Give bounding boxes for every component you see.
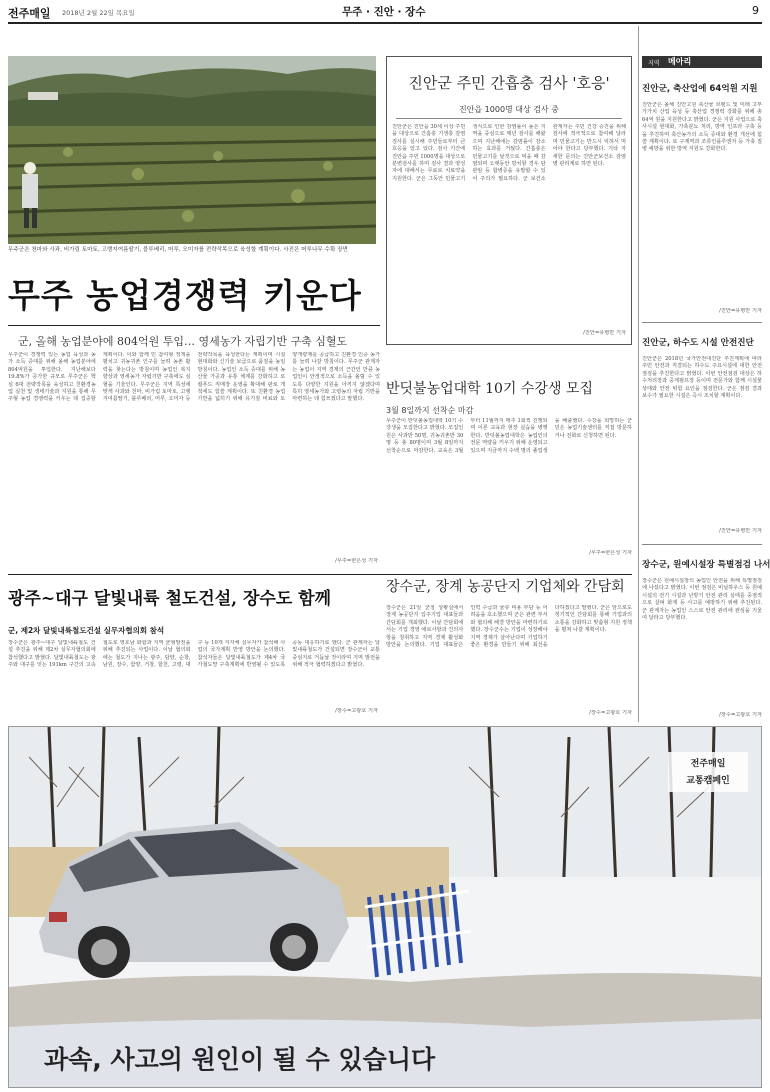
railway-byline: /장수=고광호 기자 <box>335 708 378 714</box>
main-byline: /무주=한은성 기자 <box>335 558 378 564</box>
farm-college-body: 무주군이 반딧불농업대학 10기 수강생을 모집한다고 밝혔다. 모집인원은 사과반 50명, 귀농귀촌반 30명 등 총 80명이며 3월 8일까지 선착순으로 마감한다. 교육은 3월부터 11월까지 매주 1회씩 진행되며 이론 교육과 현장 실습을 병행한다. 반딧불농업대학은 농업인의 전문 역량을 키우기 위해 운영되고 있으며 지금까지 수백 명의 졸업생을 배출했다. 수강을 희망하는 군민은 농업기술센터를 직접 방문하거나 전화로 신청하면 된다. <box>386 418 632 454</box>
campaign-slogan: 과속, 사고의 원인이 될 수 있습니다 <box>44 1045 436 1074</box>
campaign-label: 교통캠페인 <box>686 776 730 786</box>
jinan-health-byline: /진안=유병만 기자 <box>583 330 626 336</box>
header-rule <box>8 22 762 24</box>
sidebar-item-1-body: 진안군은 올해 진안고원 축산물 브랜드 및 미래 고부가가치 산업 육성 등 축산업 경쟁력 강화를 위해 총 64억 원을 지원한다고 밝혔다. 군은 지원 사업으로 축사시설 현대화, 가축분뇨 처리, 방역 인프라 구축 등을 추진하며 축산농가의 소득 증대와 환경 개선에 힘쓸 계획이다. 또 구제역과 조류인플루엔자 등 가축 질병 예방을 위한 방역 지원도 강화한다. <box>642 102 762 153</box>
masthead-brand: 전주매일 <box>8 7 51 20</box>
railway-body: 장수군은 광주~대구 달빛내륙철도 건설 추진을 위해 제2차 실무자협의회에 참석했다고 밝혔다. 달빛내륙철도는 광주와 대구를 잇는 191km 구간의 고속철도로 영호남 화합과 지역 균형발전을 위해 추진되는 사업이다. 이날 협의회에는 철도가 지나는 광주, 담양, 순창, 남원, 장수, 함양, 거창, 합천, 고령, 대구 등 10개 지자체 실무자가 참석해 사업의 국가계획 반영 방안을 논의했다. 참석자들은 달빛내륙철도가 제4차 국가철도망 구축계획에 반영될 수 있도록 공동 대응하기로 했다. 군 관계자는 달빛내륙철도가 건설되면 장수군이 교통 중심지로 거듭날 것이라며 지역 발전을 위해 적극 협력하겠다고 밝혔다. <box>8 640 380 669</box>
jangsu-agri-byline: /장수=고광호 기자 <box>589 710 632 716</box>
jinan-health-rule <box>396 118 622 119</box>
headline-rule <box>8 325 380 326</box>
sidebar-label-bar <box>642 56 762 68</box>
railway-subhead: 군, 제2차 달빛내륙철도건설 실무자협의회 참석 <box>8 626 165 635</box>
sidebar-divider-1 <box>642 322 762 323</box>
sidebar-item-3-byline: /장수=고광호 기자 <box>719 712 762 718</box>
sidebar-item-3-body: 장수군은 원예시설장의 농업인 안전을 위해 특별점검에 나섰다고 밝혔다. 이번 점검은 비닐하우스 등 원예시설의 전기 시설과 난방기 안전 관리 실태를 중점적으로 살펴 화재 등 사고를 예방하기 위해 추진된다. 군 관계자는 농업인 스스로 안전 관리에 관심을 기울여 달라고 당부했다. <box>642 578 762 622</box>
issue-date: 2018년 2월 22일 목요일 <box>62 9 135 17</box>
sidebar-item-2-byline: /진안=유병만 기자 <box>719 528 762 534</box>
railway-top-rule <box>8 574 632 575</box>
sidebar-item-1-byline: /진안=유병만 기자 <box>719 308 762 314</box>
section-title: 무주 · 진안 · 장수 <box>342 6 426 18</box>
main-body: 무주군이 경쟁력 있는 농업 육성과 농가 소득 증대를 위해 올해 농업분야에 804억원을 투입한다. 지난해보다 19.8%가 증가한 규모로 무주군은 핵심 6대 전략작목을 육성하고 친환경농업 실천 및 생태기술과 지원을 통해 무주형 농업 경쟁력을 키우는 데 집중할 계획이다. 이와 함께 민 참여형 정책을 펼치고 귀농귀촌 인구를 늘려 농촌 활력을 찾는다는 방침이며 농업인 복지 향상과 영세농가 자립기반 구축에도 심혈을 기울인다. 무주군은 지역 특성에 맞게 사과와 천마, 비가림 토마토, 고랭지여름딸기, 블루베리, 머루, 오미자 등 전략작목을 육성한다는 계획이며 시설 현대화와 신기술 보급으로 품질을 높일 방침이다. 농업인 소득 증대를 위해 농산물 가공과 유통 체계를 강화하고 로컬푸드 직매장 운영을 확대해 판로 개척에도 힘쓸 계획이다. 또 친환경 농업 기반을 넓히기 위해 유기질 비료와 토양개량제를 공급하고 친환경 인증 농가를 늘려 나갈 방침이다. 무주군 관계자는 농업이 지역 경제의 근간인 만큼 농업인이 안정적으로 소득을 올릴 수 있도록 다양한 지원을 아끼지 않겠다며 특히 영세농가와 고령농의 자립 기반을 마련하는 데 힘쓰겠다고 말했다. <box>8 352 380 403</box>
jinan-health-title: 진안군 주민 간흡충 검사 '호응' <box>408 74 610 92</box>
sidebar-item-2-body: 진안군은 2018년 국가안전대진단 추진계획에 따라 주민 안전과 직결되는 하수도 주요시설에 대한 안전 점검을 추진한다고 밝혔다. 이번 안전점검 대상은 하수처리장과 중계펌프장 등이며 전문가와 함께 시설물 상태와 안전 위험 요인을 점검한다. 군은 점검 결과 보수가 필요한 시설은 즉시 조치할 계획이다. <box>642 356 762 400</box>
jangsu-agri-headline: 장수군, 장계 농공단지 기업체와 간담회 <box>386 579 625 595</box>
column-divider <box>638 26 639 722</box>
farm-college-title: 반딧불농업대학 10기 수강생 모집 <box>386 381 593 397</box>
jinan-health-body: 진안군은 진안읍 30세 이상 주민을 대상으로 간흡충 기생충 감염 검사를 실시해 주민들로부터 큰 호응을 얻고 있다. 검사 기간에 진안읍 주민 1000명을 대상으로 분변검사를 하며 검사 결과 양성자에 대해서는 무료로 치료약을 지원한다. 군은 그동안 민물고기 생식으로 인한 감염률이 높은 지역을 중심으로 매년 검사를 해왔으며 지난해에는 감염률이 감소하는 효과를 거뒀다. 간흡충은 민물고기를 날것으로 먹을 때 감염되며 오랫동안 방치할 경우 담관암 등 합병증을 유발할 수 있어 주의가 필요하다. 군 보건소 관계자는 주민 건강 증진을 위해 검사에 적극적으로 참여해 달라며 민물고기는 반드시 익혀서 먹어야 한다고 당부했다. 기타 자세한 문의는 진안군보건소 감염병 관리계로 하면 된다. <box>392 124 626 182</box>
sidebar-item-1-title: 진안군, 축산업에 64억원 지원 <box>642 84 758 94</box>
sidebar-divider-2 <box>642 544 762 545</box>
sidebar-label: 메아리 <box>668 57 692 66</box>
jangsu-agri-body: 장수군은 21일 군청 상황실에서 장계 농공단지 입주기업 대표들과 간담회를 개최했다. 이날 간담회에서는 기업 경영 애로사항과 건의사항을 청취하고 지역 경제 활성화 방안을 논의했다. 기업 대표들은 인력 수급과 물류 비용 부담 등 어려움을 호소했으며 군은 관련 부서와 협의해 해결 방안을 마련하기로 했다. 장수군수는 기업이 성장해야 지역 경제가 살아난다며 기업하기 좋은 환경을 만들기 위해 최선을 다하겠다고 말했다. 군은 앞으로도 정기적인 간담회를 통해 기업과의 소통을 강화하고 맞춤형 지원 정책을 펼쳐 나갈 계획이다. <box>386 605 632 649</box>
campaign-photo <box>8 726 762 1088</box>
jinan-health-subtitle: 진안읍 1000명 대상 검사 중 <box>458 105 560 114</box>
main-subhead: 군, 올해 농업분야에 804억원 투입… 영세농가 자립기반 구축 심혈도 <box>18 335 348 348</box>
campaign-paper: 전주매일 <box>690 759 726 769</box>
farm-college-subtitle: 3월 8일까지 선착순 마감 <box>386 406 474 415</box>
farm-college-byline: /무주=한은성 기자 <box>589 550 632 556</box>
photo-caption: 무주군은 천마와 사과, 비가림 토마토, 고랭지여름딸기, 블루베리, 머루, 오미자를 전략작목으로 육성할 계획이다. 사진은 머루나무 수확 장면 <box>8 247 348 253</box>
sidebar-label-prefix: 지역 <box>648 60 660 67</box>
main-headline: 무주 농업경쟁력 키운다 <box>8 276 362 315</box>
farm-photo <box>8 56 376 244</box>
sidebar-item-3-title: 장수군, 원예시설장 특별점검 나서 <box>642 560 770 570</box>
sidebar-item-2-title: 진안군, 하수도 시설 안전진단 <box>642 338 754 348</box>
page-number: 9 <box>752 4 759 17</box>
railway-headline: 광주~대구 달빛내륙 철도건설, 장수도 함께 <box>8 589 332 609</box>
